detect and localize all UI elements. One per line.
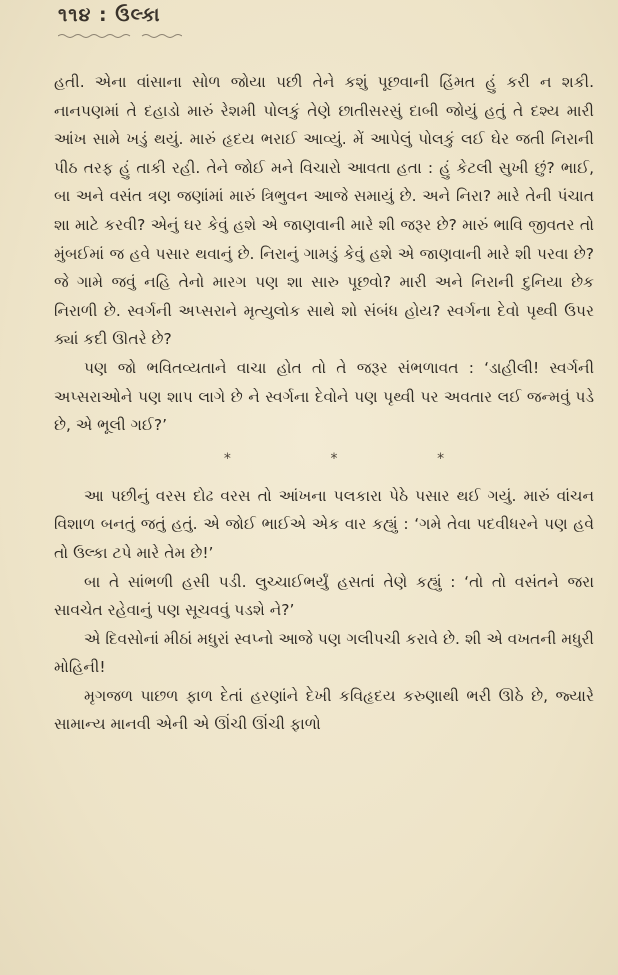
paragraph: આ પછીનું વરસ દોઢ વરસ તો આંખના પલકારા પેઠે પસાર થઈ ગયું. મારું વાંચન વિશાળ બનતું જતું હતું. એ જોઈ ભાઈએ એક વાર કહ્યું : ‘ગમે તેવા પદવીધરને પણ હવે તો ઉલ્કા ટપે મારે તેમ છે!’ [54, 486, 594, 562]
paragraph: મૃગજળ પાછળ ફાળ દેતાં હરણાંને દેખી કવિહૃદય કરુણાથી ભરી ઊઠે છે, જ્યારે સામાન્ય માનવી એની એ ઊંચી ઊંચી ફાળો [54, 686, 594, 734]
section-separator [174, 444, 494, 474]
paragraph: એ દિવસોનાં મીઠાં મધુરાં સ્વપ્નો આજે પણ ગલીપચી કરાવે છે. શી એ વખતની મધુરી મોહિની! [54, 629, 594, 677]
paragraph: બા તે સાંભળી હસી પડી. લુચ્ચાઈભર્યું હસતાં તેણે કહ્યું : ‘તો તો વસંતને જરા સાવચેત રહેવાનું પણ સૂચવવું પડશે ને?’ [54, 572, 594, 620]
separator-star: * [223, 450, 231, 467]
page-body [54, 68, 594, 739]
header-ornament-rule [58, 32, 182, 40]
separator-star: * [437, 450, 445, 467]
paragraph: પણ જો ભવિતવ્યતાને વાચા હોત તો તે જરૂર સંભળાવત : ‘ડાહીલી! સ્વર્ગની અપ્સરાઓને પણ શાપ લાગે છે ને સ્વર્ગના દેવોને પણ પૃથ્વી પર અવતાર લઈ જન્મવું પડે છે, એ ભૂલી ગઈ?’ [54, 358, 594, 435]
paragraph: હતી. એના વાંસાના સોળ જોયા પછી તેને કશું પૂછવાની હિંમત હું કરી ન શકી. નાનપણમાં તે દહાડો મારું રેશમી પોલકું તેણે છાતીસરસું દાબી જોયું હતું તે દશ્ય મારી આંખ સામે ખડું થયું. મારું હૃદય ભરાઈ આવ્યું. મેં આપેલું પોલકું લઈ ઘેર જતી નિરાની પીઠ તરફ હું તાકી રહી. તેને જોઈ મને વિચારો આવતા હતા : હું કેટલી સુખી છું? ભાઈ, બા અને વસંત ત્રણ જણાંમાં મારું ત્રિભુવન આજે સમાયું છે. અને નિરા? મારે તેની પંચાત શા માટે કરવી? એનું ઘર કેવું હશે એ જાણવાની મારે શી જરૂર છે? મારું ભાવિ જીવતર તો મુંબઈમાં જ હવે પસાર થવાનું છે. નિરાનું ગામડું કેવું હશે એ જાણવાની મારે શી પરવા છે? જે ગામે જવું નહિ તેનો મારગ પણ શા સારુ પૂછવો? મારી અને નિરાની દુનિયા છેક નિરાળી છે. સ્વર્ગની અપ્સરાને મૃત્યુલોક સાથે શો સંબંધ હોય? સ્વર્ગના દેવો પૃથ્વી ઉપર ક્યાં કદી ઊતરે છે? [54, 73, 594, 349]
separator-star: * [330, 450, 338, 467]
page-header: ૧૧૪ : ઉલ્કા [58, 4, 161, 26]
